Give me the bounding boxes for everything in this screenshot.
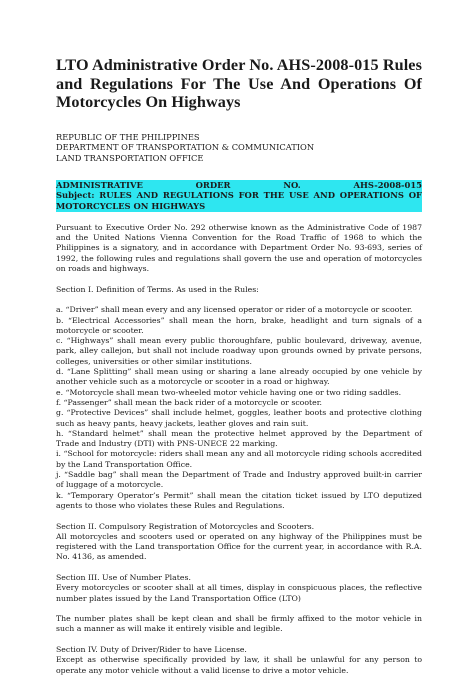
order-word-order: ORDER <box>195 180 231 191</box>
definition-item: k. “Temporary Operator’s Permit” shall mean the citation ticket issued by LTO deputized agents to those who violates these Rules and Regulations. <box>56 490 422 510</box>
order-number: AHS-2008-015 <box>353 180 422 191</box>
definition-item: b. “Electrical Accessories” shall mean the horn, brake, headlight and turn signals of a motorcycle or scooter. <box>56 315 422 335</box>
definition-item: a. “Driver” shall mean every and any licensed operator or rider of a motorcycle or scooter. <box>56 305 413 315</box>
order-subject-highlight <box>56 180 422 212</box>
definitions-list <box>56 305 422 511</box>
section-2-body: All motorcycles and scooters used or operated on any highway of the Philippines must be registered with the Land transportation Office for the current year, in accordance with R.A. No. 4136, as amended. <box>56 531 422 562</box>
section-2-heading: Section II. Compulsory Registration of Motorcycles and Scooters. <box>56 521 315 531</box>
section-4-body: Except as otherwise specifically provided by law, it shall be unlawful for any person to operate any motor vehicle without a valid license to drive a motor vehicle. <box>56 655 422 675</box>
issuing-agency <box>56 132 422 164</box>
section-3-body: Every motorcycles or scooter shall at all times, display in conspicuous places, the reflective number plates issued by the Land Transportation Office (LTO) <box>56 583 422 603</box>
order-number-line <box>56 180 422 190</box>
section-4-heading: Section IV. Duty of Driver/Rider to have License. <box>56 645 247 655</box>
order-subject: Subject: RULES AND REGULATIONS FOR THE USE AND OPERATIONS OF MOTORCYCLES ON HIGHWAYS <box>56 190 422 211</box>
intro-paragraph: Pursuant to Executive Order No. 292 otherwise known as the Administrative Code of 1987 and the United Nations Vienna Convention for the Road Traffic of 1968 to which the Philippines is a signatory, and in accordance with Department Order No. 93-693, series of 1992, the following rules and regulations shall govern the use and operation of motorcycles on roads and highways. <box>56 222 422 274</box>
definition-item: g. “Protective Devices” shall include helmet, goggles, leather boots and protective clothing such as heavy pants, heavy jackets, leather gloves and rain suit. <box>56 408 422 428</box>
order-word-administrative: ADMINISTRATIVE <box>56 180 143 191</box>
section-3-body-2: The number plates shall be kept clean and shall be firmly affixed to the motor vehicle in such a manner as will make it entirely visible and legible. <box>56 614 422 634</box>
definition-item: j. “Saddle bag” shall mean the Department of Trade and Industry approved built-in carrier of luggage of a motorcycle. <box>56 470 422 490</box>
definition-item: f. “Passenger” shall mean the back rider of a motorcycle or scooter. <box>56 397 323 407</box>
section-3-heading: Section III. Use of Number Plates. <box>56 572 191 582</box>
agency-line-republic: REPUBLIC OF THE PHILIPPINES <box>56 131 200 142</box>
order-word-no: NO. <box>283 180 301 191</box>
definition-item: d. “Lane Splitting” shall mean using or sharing a lane already occupied by one vehicle by another vehicle such as a motorcycle or scooter in a road or highway. <box>56 367 422 387</box>
definition-item: c. “Highways” shall mean every public thoroughfare, public boulevard, driveway, avenue, park, alley callejon, but shall not include roadway upon grounds owned by private persons, colleges, universities or other similar institutions. <box>56 336 422 366</box>
section-1-heading: Section I. Definition of Terms. As used in the Rules: <box>56 284 259 294</box>
document-body <box>56 223 422 676</box>
definition-item: i. “School for motorcycle: riders shall mean any and all motorcycle riding schools accredited by the Land Transportation Office. <box>56 449 422 469</box>
agency-line-office: LAND TRANSPORTATION OFFICE <box>56 152 204 163</box>
definition-item: e. “Motorcycle shall mean two-wheeled motor vehicle having one or two riding saddles. <box>56 387 402 397</box>
document-title: LTO Administrative Order No. AHS-2008-015 Rules and Regulations For The Use And Operations Of Motorcycles On Highways <box>56 56 422 111</box>
definition-item: h. “Standard helmet” shall mean the protective helmet approved by the Department of Trade and Industry (DTI) with PNS-UNECE 22 marking. <box>56 428 422 449</box>
agency-line-department: DEPARTMENT OF TRANSPORTATION & COMMUNICATION <box>56 142 315 153</box>
